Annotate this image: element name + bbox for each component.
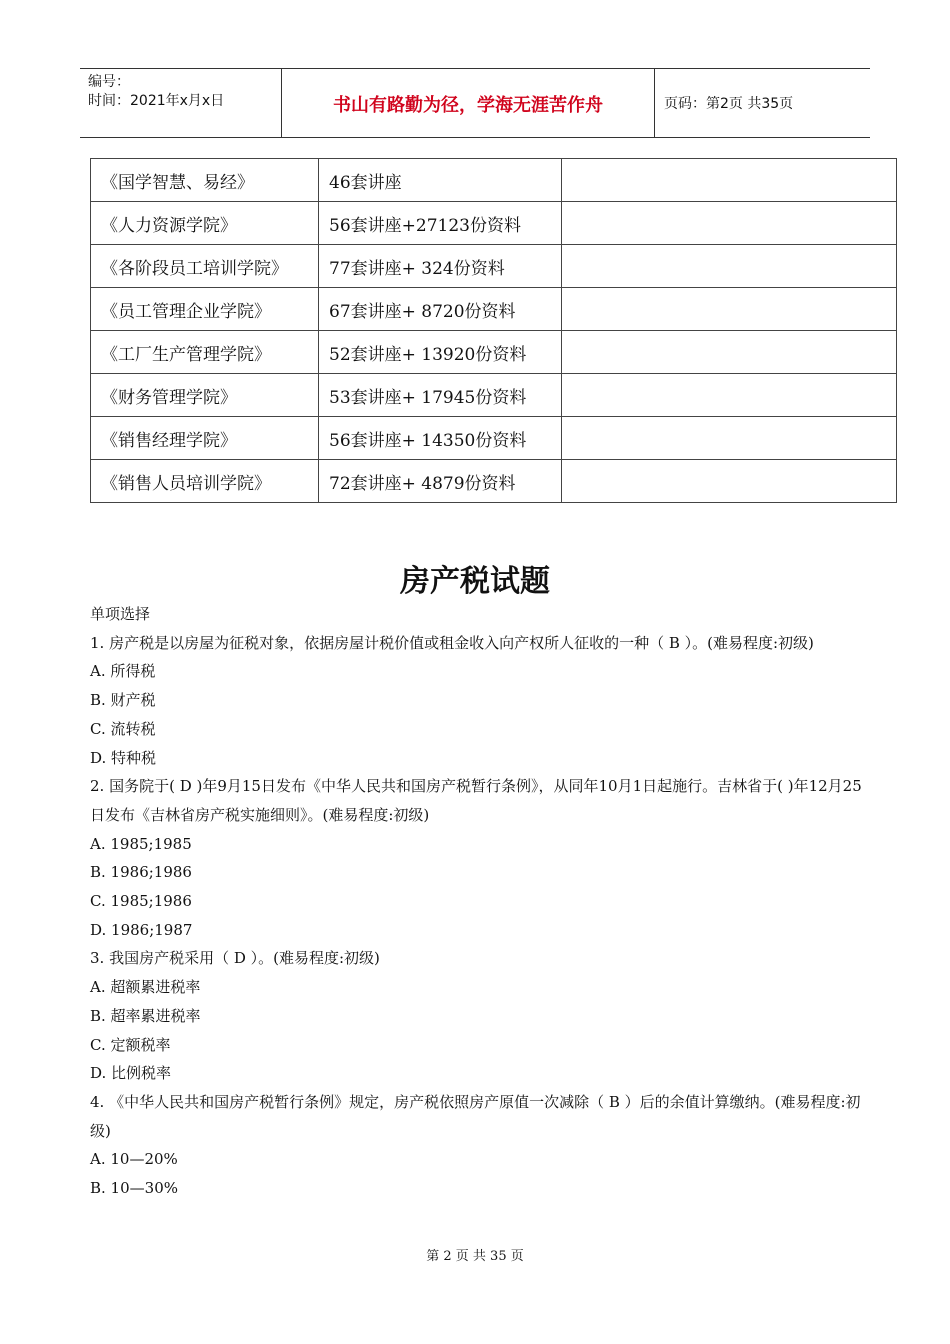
text-line: C. 流转税 xyxy=(90,719,156,738)
resource-row xyxy=(91,417,897,460)
header-shijian: 时间：2021年x月x日 xyxy=(88,93,225,109)
resource-name: 《销售经理学院》 xyxy=(91,417,319,460)
resource-extra xyxy=(562,374,897,417)
header-motto: 书山有路勤为径，学海无涯苦作舟 xyxy=(333,95,603,116)
resource-content: 72套讲座+ 4879份资料 xyxy=(319,460,562,503)
text-line: B. 10—30% xyxy=(90,1179,178,1198)
resource-name: 《财务管理学院》 xyxy=(91,374,319,417)
text-line: 单项选择 xyxy=(90,605,151,623)
header-bianhao: 编号： xyxy=(88,74,130,90)
resource-extra xyxy=(562,245,897,288)
document-header xyxy=(80,68,870,138)
resource-extra xyxy=(562,159,897,202)
text-line: 3. 我国房产税采用（ D ）。(难易程度:初级) xyxy=(90,949,380,968)
resource-content: 46套讲座 xyxy=(319,159,562,202)
resource-name: 《人力资源学院》 xyxy=(91,202,319,245)
question-body xyxy=(90,600,870,1203)
page-footer: 第 2 页 共 35 页 xyxy=(426,1249,524,1264)
resource-row xyxy=(91,159,897,202)
text-line: B. 1986;1986 xyxy=(90,863,192,882)
header-meta xyxy=(88,73,284,111)
resource-row xyxy=(91,245,897,288)
text-line: C. 定额税率 xyxy=(90,1035,171,1054)
text-line: A. 所得税 xyxy=(90,662,156,681)
resource-content: 53套讲座+ 17945份资料 xyxy=(319,374,562,417)
text-line: 2. 国务院于( D )年9月15日发布《中华人民共和国房产税暂行条例》，从同年10月1日起施行。吉林省于( )年12月25日发布《吉林省房产税实施细则》。(难易程度:初级) xyxy=(90,777,862,824)
resource-extra xyxy=(562,202,897,245)
resource-extra xyxy=(562,288,897,331)
resource-extra xyxy=(562,417,897,460)
doc-title: 房产税试题 xyxy=(400,564,550,599)
resource-row xyxy=(91,374,897,417)
resource-row xyxy=(91,288,897,331)
text-line: A. 超额累进税率 xyxy=(90,978,201,997)
resource-row xyxy=(91,202,897,245)
text-line: D. 1986;1987 xyxy=(90,920,193,939)
resource-content: 52套讲座+ 13920份资料 xyxy=(319,331,562,374)
header-page-info: 页码：第2页 共35页 xyxy=(664,96,794,112)
resource-name: 《各阶段员工培训学院》 xyxy=(91,245,319,288)
resource-table xyxy=(90,158,897,503)
resource-name: 《工厂生产管理学院》 xyxy=(91,331,319,374)
resource-extra xyxy=(562,331,897,374)
resource-extra xyxy=(562,460,897,503)
resource-name: 《国学智慧、易经》 xyxy=(91,159,319,202)
resource-row xyxy=(91,460,897,503)
resource-content: 77套讲座+ 324份资料 xyxy=(319,245,562,288)
text-line: 1. 房产税是以房屋为征税对象，依据房屋计税价值或租金收入向产权所人征收的一种（ B ）。(难易程度:初级) xyxy=(90,633,814,652)
resource-name: 《员工管理企业学院》 xyxy=(91,288,319,331)
text-line: B. 财产税 xyxy=(90,691,156,710)
text-line: D. 比例税率 xyxy=(90,1064,172,1083)
resource-name: 《销售人员培训学院》 xyxy=(91,460,319,503)
resource-content: 56套讲座+ 14350份资料 xyxy=(319,417,562,460)
resource-row xyxy=(91,331,897,374)
text-line: 4. 《中华人民共和国房产税暂行条例》规定，房产税依照房产原值一次减除（ B ）后的余值计算缴纳。(难易程度:初级) xyxy=(90,1092,861,1140)
header-divider xyxy=(654,69,655,137)
text-line: A. 10—20% xyxy=(90,1150,178,1169)
text-line: D. 特种税 xyxy=(90,748,157,767)
resource-content: 56套讲座+27123份资料 xyxy=(319,202,562,245)
text-line: A. 1985;1985 xyxy=(90,834,192,853)
text-line: C. 1985;1986 xyxy=(90,892,192,911)
text-line: B. 超率累进税率 xyxy=(90,1006,201,1025)
resource-content: 67套讲座+ 8720份资料 xyxy=(319,288,562,331)
